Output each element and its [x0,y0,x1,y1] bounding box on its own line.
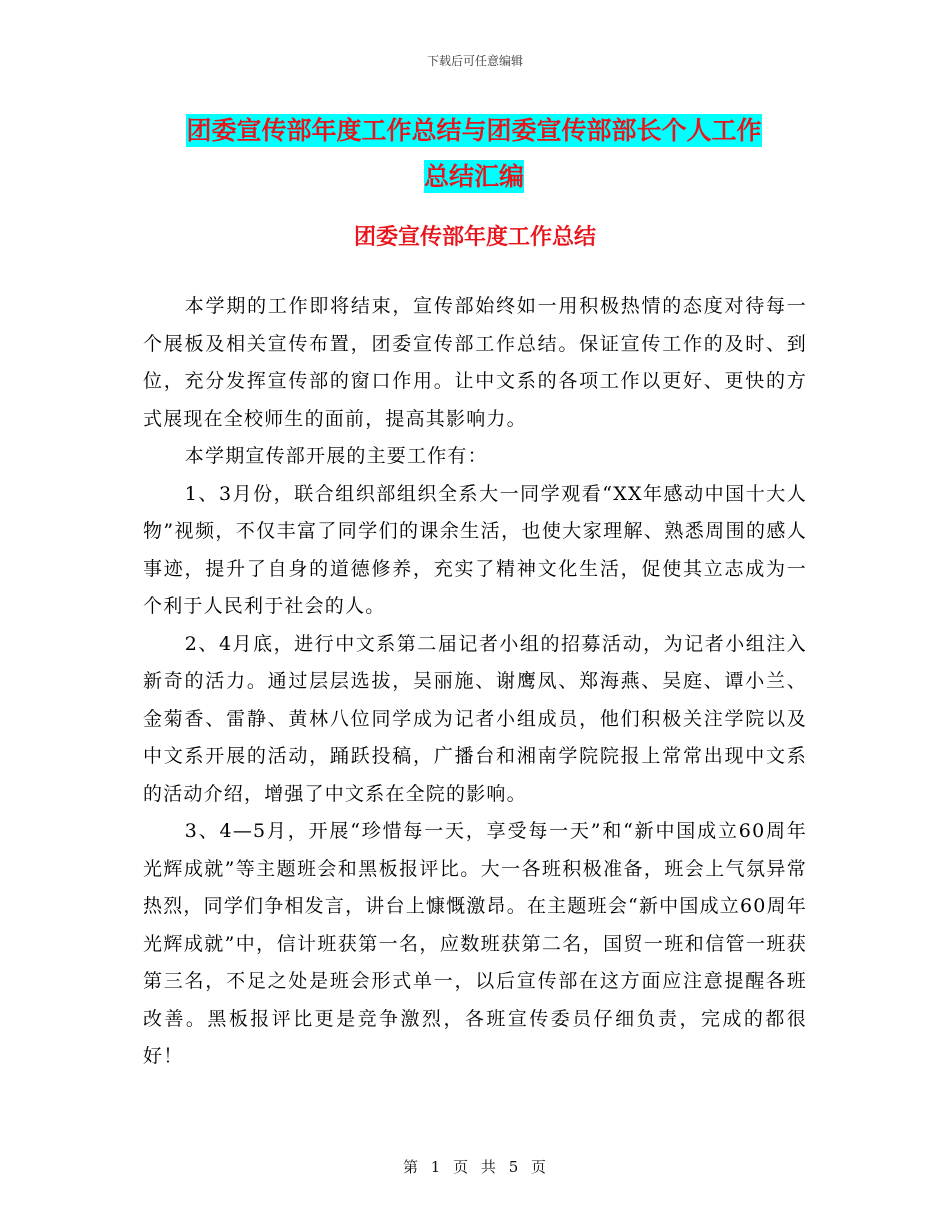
paragraph-item-1: 1、3月份，联合组织部组织全系大一同学观看“XX年感动中国十大人物”视频，不仅丰富了同学们的课余生活，也使大家理解、熟悉周围的感人事迹，提升了自身的道德修养，充实了精神文化生活，促使其立志成为一个利于人民利于社会的人。 [143,482,807,617]
section-title: 团委宣传部年度工作总结 [353,225,596,250]
document-title-line1: 团委宣传部年度工作总结与团委宣传部部长个人工作 [186,116,762,145]
paragraph-item-2: 2、4月底，进行中文系第二届记者小组的招募活动，为记者小组注入新奇的活力。通过层层选拔，吴丽施、谢鹰凤、郑海燕、吴庭、谭小兰、金菊香、雷静、黄林八位同学成为记者小组成员，他们积极关注学院以及中文系开展的活动，踊跃投稿，广播台和湘南学院院报上常常出现中文系的活动介绍，增强了中文系在全院的影响。 [143,632,807,805]
body-text [143,288,807,1076]
footer-mid: 页 [453,1158,470,1176]
footer-of: 共 [480,1158,497,1176]
page-footer [0,1156,950,1177]
footer-prefix: 第 [402,1158,419,1176]
document-title [140,108,808,200]
header-note: 下载后可任意编辑 [426,54,523,68]
paragraph-main-work: 本学期宣传部开展的主要工作有： [184,445,488,467]
paragraph-item-3: 3、4—5月，开展“珍惜每一天，享受每一天”和“新中国成立60周年光辉成就”等主题班会和黑板报评比。大一各班积极准备，班会上气氛异常热烈，同学们争相发言，讲台上慷慨激昂。在主题班会“新中国成立60周年光辉成就”中，信计班获第一名，应数班获第二名，国贸一班和信管一班获第三名，不足之处是班会形式单一，以后宣传部在这方面应注意提醒各班改善。黑板报评比更是竞争激烈，各班宣传委员仔细负责，完成的都很好！ [143,820,807,1067]
footer-page-number: 1 [430,1158,442,1176]
paragraph-intro: 本学期的工作即将结束，宣传部始终如一用积极热情的态度对待每一个展板及相关宣传布置，团委宣传部工作总结。保证宣传工作的及时、到位，充分发挥宣传部的窗口作用。让中文系的各项工作以更好、更快的方式展现在全校师生的面前，提高其影响力。 [143,295,807,430]
footer-suffix: 页 [531,1158,548,1176]
footer-total-pages: 5 [508,1158,520,1176]
document-title-line2: 总结汇编 [423,162,524,191]
